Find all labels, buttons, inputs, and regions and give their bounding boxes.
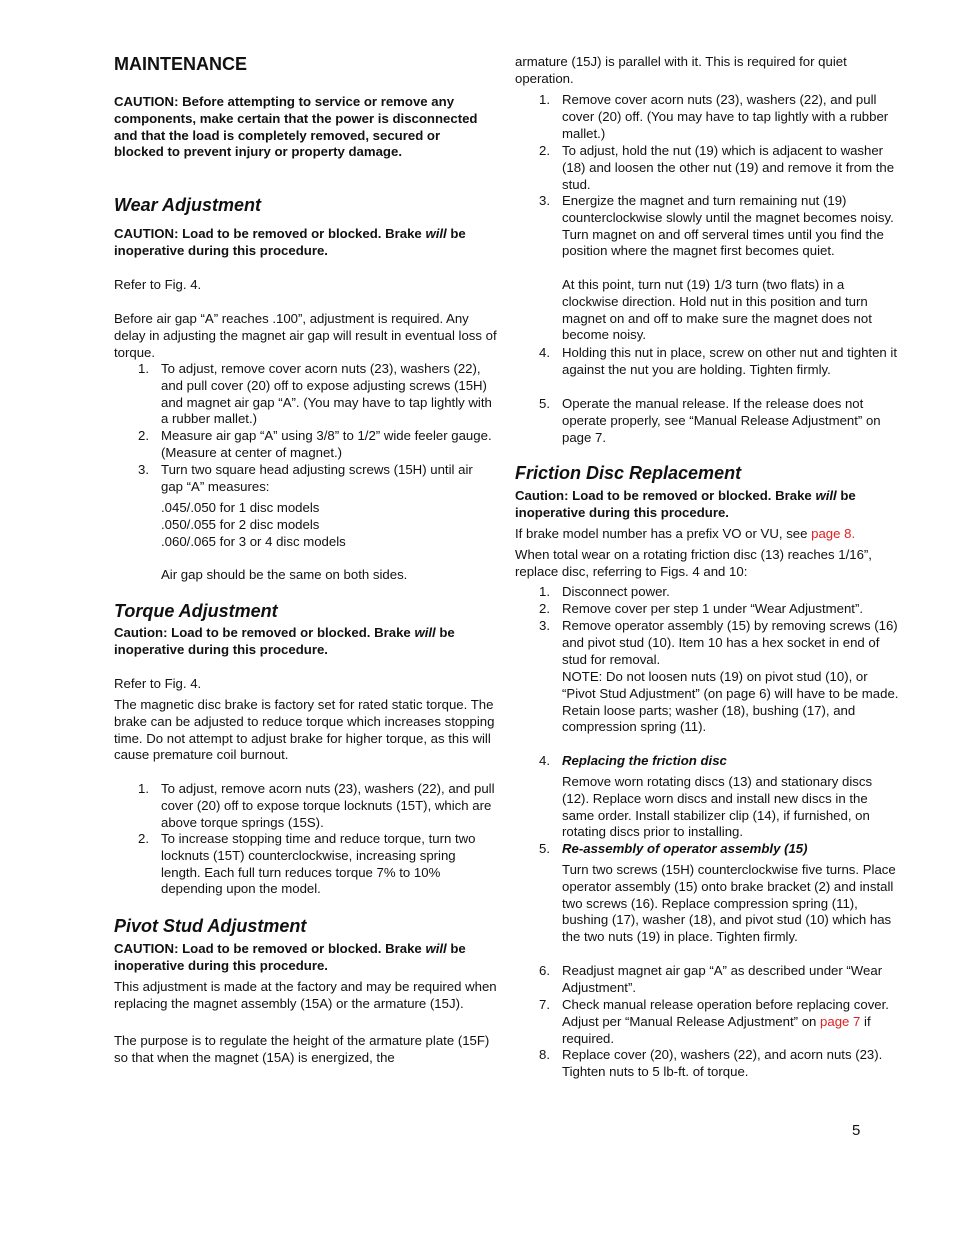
step5-body: Turn two screws (15H) counterclockwise five turns. Place operator assembly (15) onto brake bracket (2) and install two screws (16). Replace compression spring (11), bushing (17), washer (18), and pivot stud (10) which has the two nuts (19) in place. Tighten firmly. [562, 862, 896, 945]
page-number: 5 [852, 1122, 861, 1139]
step3-note: At this point, turn nut (19) 1/3 turn (two flats) in a clockwise direction. Hold nut in this position and turn magnet on and off to make sure the magnet does not become noisy. [562, 277, 872, 343]
page-7-link[interactable]: page 7 [820, 1013, 861, 1029]
air-gap-measures: .045/.050 for 1 disc models .050/.055 for 2 disc models .060/.065 for 3 or 4 disc models [161, 500, 346, 549]
pivot-paragraph: The purpose is to regulate the height of the armature plate (15F) so that when the magnet (15A) is energized, the [114, 1033, 490, 1065]
torque-refer: Refer to Fig. 4. [114, 676, 202, 691]
torque-caution: Caution: Load to be removed or blocked. Brake will be inoperative during this procedure. [114, 625, 455, 657]
wear-adjustment-heading: Wear Adjustment [114, 195, 262, 215]
pivot-paragraph: This adjustment is made at the factory and may be required when replacing the magnet assembly (15A) or the armature (15J). [114, 979, 497, 1011]
maintenance-caution: CAUTION: Before attempting to service or remove any components, make certain that the power is disconnected and that the load is completely removed, secured or blocked to prevent injury or property damage. [114, 94, 478, 160]
friction-intro: When total wear on a rotating friction disc (13) reaches 1/16”, replace disc, referring to Figs. 4 and 10: [515, 547, 872, 579]
prefix-note: If brake model number has a prefix VO or VU, see page 8. [515, 526, 856, 541]
step3-note: NOTE: Do not loosen nuts (19) on pivot stud (10), or “Pivot Stud Adjustment” (on page 6) will have to be made. Retain loose parts; washer (18), bushing (17), and compression spring (11). [562, 669, 899, 735]
torque-adjustment-heading: Torque Adjustment [114, 601, 278, 621]
friction-disc-heading: Friction Disc Replacement [515, 463, 742, 483]
air-gap-note: Air gap should be the same on both sides. [161, 567, 408, 582]
page-8-link[interactable]: page 8. [811, 526, 856, 541]
torque-intro: The magnetic disc brake is factory set for rated static torque. The brake can be adjusted to reduce torque which increases stopping time. Do not attempt to adjust brake for higher torque, as this will cause premature coil burnout. [114, 697, 495, 763]
friction-caution: Caution: Load to be removed or blocked. Brake will be inoperative during this procedure. [515, 488, 856, 520]
maintenance-heading: MAINTENANCE [114, 54, 247, 74]
pivot-caution: CAUTION: Load to be removed or blocked. Brake will be inoperative during this procedure. [114, 941, 466, 973]
wear-refer: Refer to Fig. 4. [114, 277, 202, 292]
wear-caution: CAUTION: Load to be removed or blocked. Brake will be inoperative during this procedure. [114, 226, 466, 258]
step4-body: Remove worn rotating discs (13) and stationary discs (12). Replace worn discs and install new discs in the same order. Install stabilizer clip (14), if furnished, on rotating discs prior to installing. [562, 774, 873, 840]
pivot-stud-heading: Pivot Stud Adjustment [114, 916, 307, 936]
wear-intro: Before air gap “A” reaches .100”, adjustment is required. Any delay in adjusting the magnet air gap will result in eventual loss of torque. [114, 311, 497, 360]
pivot-continued: armature (15J) is parallel with it. This is required for quiet operation. [515, 54, 847, 86]
